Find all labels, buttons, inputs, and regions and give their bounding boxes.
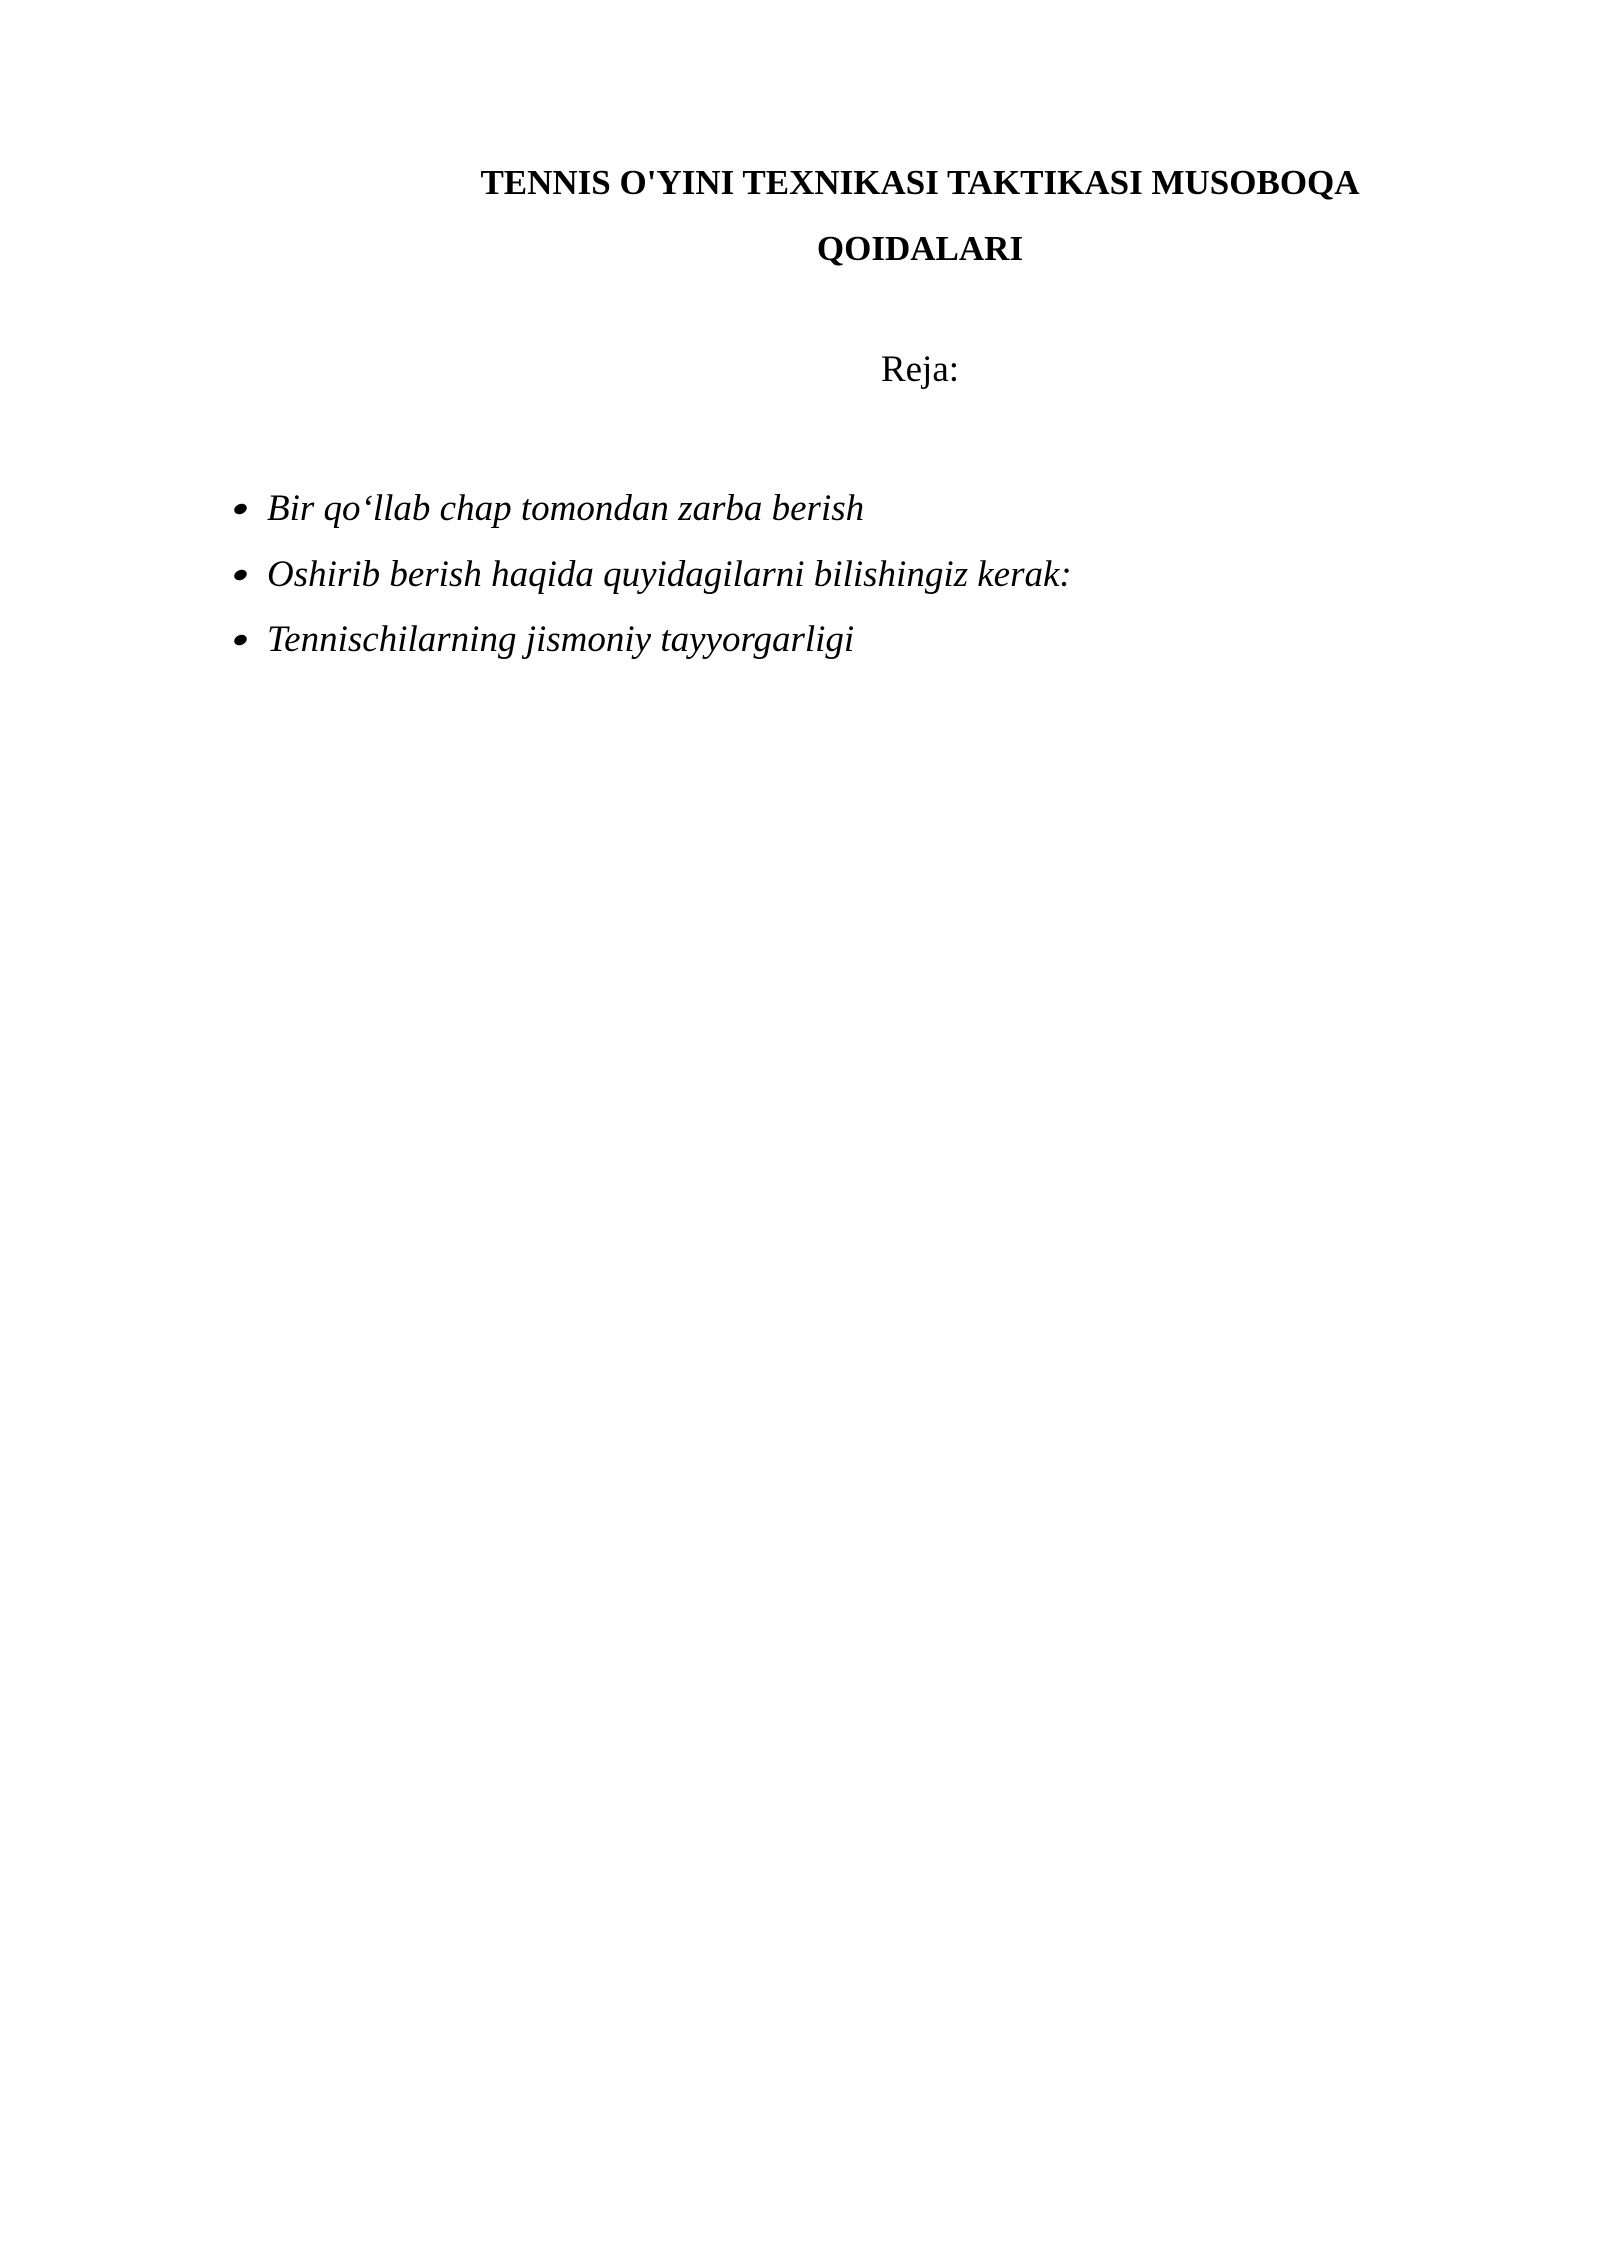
document-title-line-1: TENNIS O'YINI TEXNIKASI TAKTIKASI MUSOBOQA: [480, 163, 1360, 202]
bullet-icon: [232, 502, 248, 517]
plan-item: [232, 542, 1072, 608]
plan-item-text: Tennischilarning jismoniy tayyorgarligi: [267, 619, 855, 660]
plan-item: [232, 476, 1072, 542]
document-title: [420, 150, 1420, 282]
plan-item: [232, 607, 1072, 673]
plan-list: [232, 476, 1072, 673]
plan-item-text: Bir qo‘llab chap tomondan zarba berish: [267, 488, 865, 529]
plan-heading: Reja:: [880, 349, 960, 390]
document-title-line-2: QOIDALARI: [816, 229, 1024, 268]
bullet-icon: [232, 567, 248, 582]
plan-item-text: Oshirib berish haqida quyidagilarni bilishingiz kerak:: [267, 553, 1072, 595]
bullet-icon: [232, 633, 248, 648]
